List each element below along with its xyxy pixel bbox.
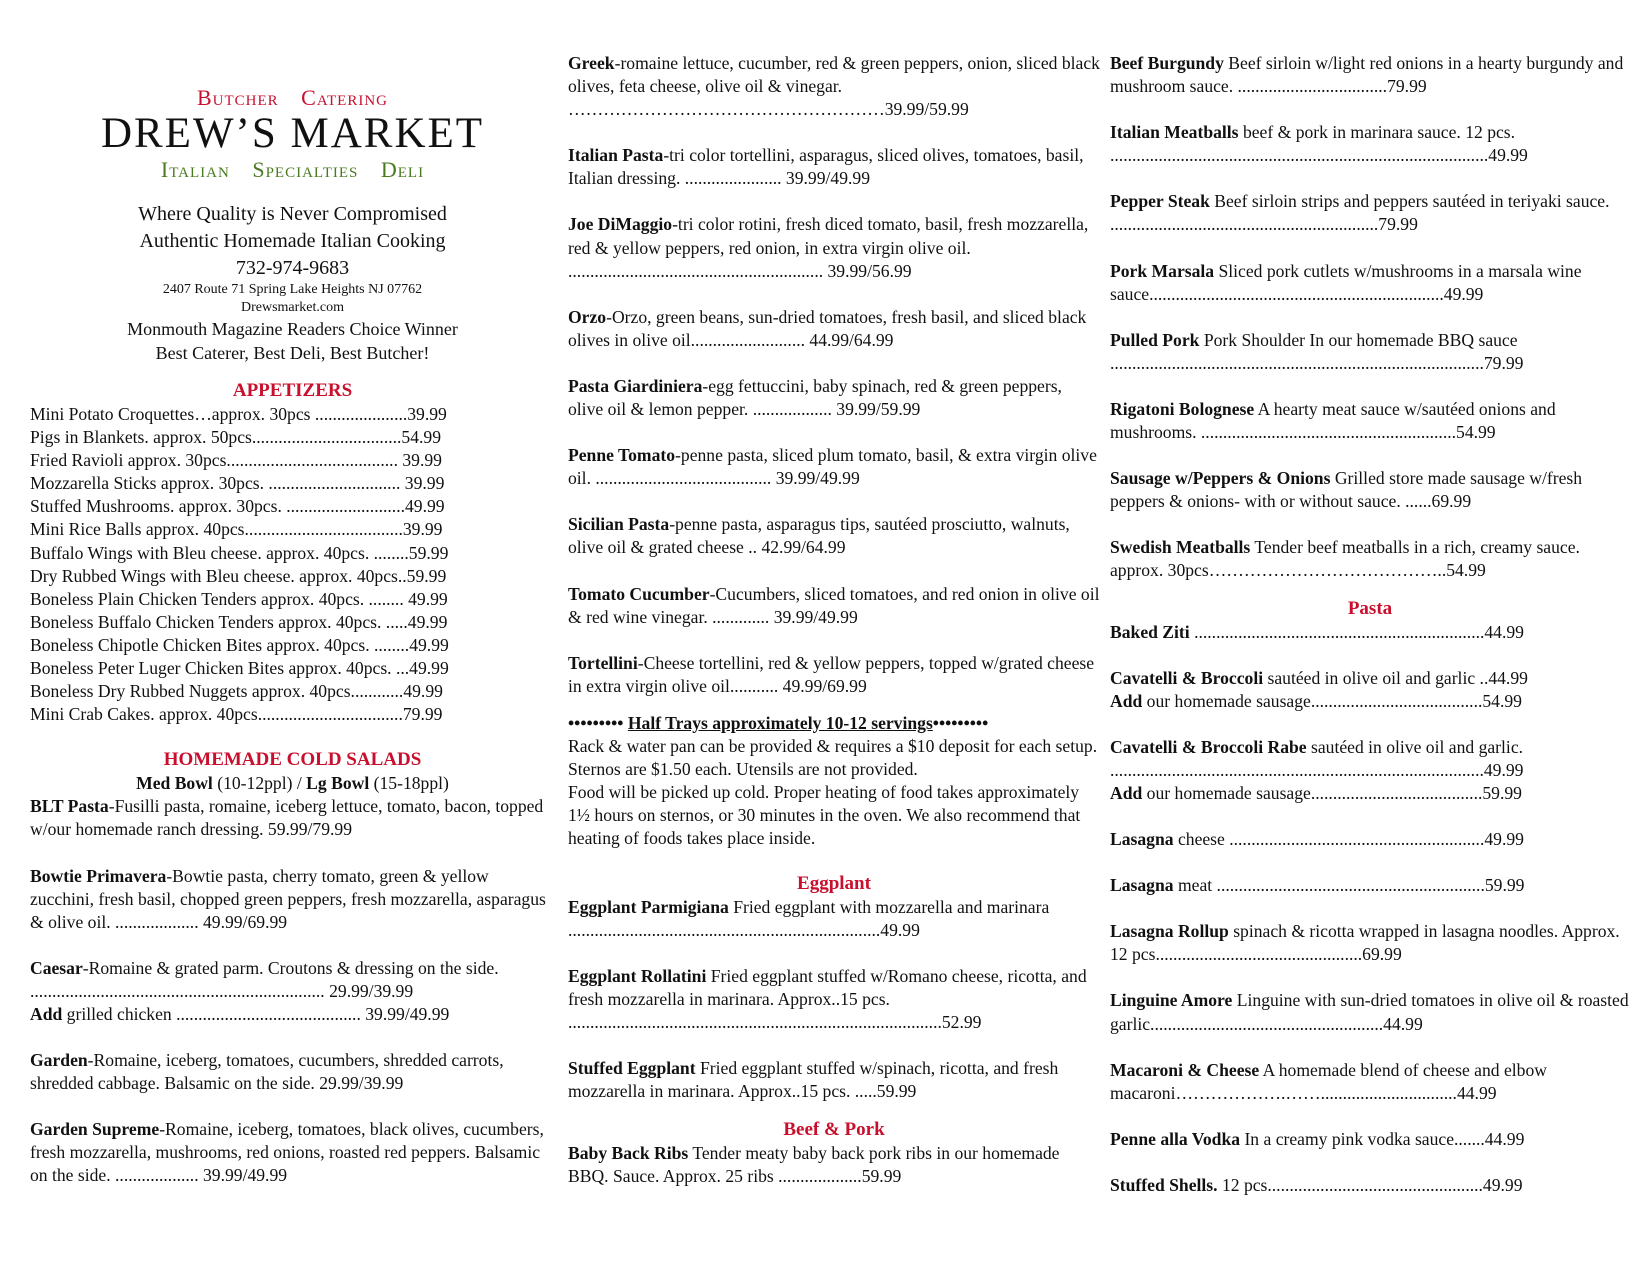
menu-item (30, 865, 555, 934)
item-desc: Linguine with sun-dried tomatoes in olive oil & roasted garlic.....................................................44.99 (1110, 990, 1629, 1034)
item-desc: -Cheese tortellini, red & yellow peppers, topped w/grated cheese in extra virgin olive oil........... 49.99/69.99 (568, 652, 1095, 696)
item-desc: Tender beef meatballs in a rich, creamy sauce. approx. 30pcs…………………………………..54.99 (1110, 537, 1580, 581)
menu-item (30, 1118, 555, 1187)
item-name: Pasta Giardiniera (568, 375, 703, 396)
logo-catering: Catering (301, 85, 389, 110)
item-desc: Fried eggplant stuffed w/spinach, ricotta, and fresh mozzarella in marinara. Approx..15 pcs. .....59.99 (568, 1058, 1059, 1102)
logo-butcher: Butcher (196, 85, 279, 110)
item-desc: -tri color tortellini, asparagus, sliced olives, tomatoes, basil, Italian dressing. ...................... 39.99/49.99 (568, 145, 1084, 189)
item-desc: -penne pasta, asparagus tips, sautéed prosciutto, walnuts, olive oil & grated cheese .. 42.99/64.99 (568, 514, 1070, 558)
item-desc: cheese ..........................................................49.99 (1173, 829, 1524, 850)
menu-item (1110, 989, 1630, 1035)
item-desc: Pork Shoulder In our homemade BBQ sauce .....................................................................................79.99 (1110, 329, 1524, 373)
add-label: Add (1110, 782, 1143, 803)
item-name: Garden Supreme (30, 1119, 160, 1140)
menu-item (568, 583, 1100, 629)
phone-number: 732-974-9683 (235, 257, 350, 279)
menu-item (1110, 920, 1630, 966)
item-name: Eggplant Parmigiana (568, 896, 729, 917)
logo-deli: Deli (380, 157, 425, 182)
menu-item (568, 375, 1100, 421)
item-name: Beef Burgundy (1110, 53, 1224, 73)
med-bowl-note: (10-12ppl) / (212, 773, 307, 794)
half-trays-note-deposit: Rack & water pan can be provided & requires a $10 deposit for each setup. Sternos are $1.50 each. Utensils are not provided. (568, 735, 1098, 779)
list-item: Mini Potato Croquettes…approx. 30pcs .....................39.99 (30, 404, 447, 424)
logo-bottom-line (30, 157, 555, 183)
list-item: Boneless Peter Luger Chicken Bites approx. 40pcs. ...49.99 (30, 658, 449, 679)
item-name: Greek (568, 53, 615, 73)
item-desc: -romaine lettuce, cucumber, red & green peppers, onion, sliced black olives, feta cheese, olive oil & vinegar. ………………………………………………39.99/59.99 (568, 53, 1100, 120)
website: Drewsmarket.com (240, 300, 345, 315)
item-desc: -egg fettuccini, baby spinach, red & green peppers, olive oil & lemon pepper. .................. 39.99/59.99 (568, 375, 1062, 420)
award-line-1: Monmouth Magazine Readers Choice Winner (127, 319, 458, 339)
item-name: Sicilian Pasta (568, 514, 670, 535)
half-trays-title: Half Trays approximately 10-12 servings (627, 712, 933, 733)
item-name: Italian Pasta (568, 145, 664, 166)
menu-item (568, 144, 1100, 190)
add-desc: our homemade sausage.......................................54.99 (1142, 690, 1522, 711)
add-label: Add (30, 1003, 63, 1024)
item-desc: Fried eggplant with mozzarella and marinara .......................................................................49.99 (568, 896, 1050, 940)
award-line-2: Best Caterer, Best Deli, Best Butcher! (155, 343, 430, 363)
item-desc: Beef sirloin strips and peppers sautéed in teriyaki sauce. .............................................................79.99 (1110, 191, 1610, 235)
item-name: Stuffed Shells. (1110, 1174, 1218, 1195)
item-name: Penne Tomato (568, 445, 676, 466)
right-column (1110, 52, 1630, 1220)
item-desc: Grilled store made sausage w/fresh peppers & onions- with or without sauce. ......69.99 (1110, 468, 1583, 512)
menu-item (568, 896, 1100, 942)
item-name: Cavatelli & Broccoli (1110, 667, 1264, 688)
item-name: Linguine Amore (1110, 990, 1233, 1011)
menu-item (1110, 736, 1630, 805)
list-item: Boneless Plain Chicken Tenders approx. 40pcs. ........ 49.99 (30, 588, 448, 609)
item-name: Lasagna (1110, 829, 1174, 850)
item-desc: -Cucumbers, sliced tomatoes, and red onion in olive oil & red wine vinegar. ............. 39.99/49.99 (568, 583, 1100, 627)
half-trays-dots-right: ••••••••• (932, 712, 989, 733)
lg-bowl-label: Lg Bowl (306, 773, 370, 794)
item-desc: -Orzo, green beans, sun-dried tomatoes, fresh basil, and sliced black olives in olive oil.......................... 44.99/64.99 (568, 306, 1087, 350)
item-desc: sautéed in olive oil and garlic ..44.99 (1263, 667, 1528, 688)
list-item: Mini Rice Balls approx. 40pcs....................................39.99 (30, 519, 443, 540)
menu-item (568, 513, 1100, 559)
list-item: Boneless Chipotle Chicken Bites approx. 40pcs. ........49.99 (30, 634, 449, 655)
item-name: Pepper Steak (1110, 191, 1210, 212)
menu-item (568, 652, 1100, 698)
menu-item (30, 957, 555, 1026)
appetizers-heading: APPETIZERS (232, 380, 353, 401)
menu-item (30, 1049, 555, 1095)
store-info (30, 201, 555, 365)
item-desc: -Romaine, iceberg, tomatoes, cucumbers, shredded carrots, shredded cabbage. Balsamic on the side. 29.99/39.99 (30, 1050, 504, 1094)
item-desc: 12 pcs.................................................49.99 (1217, 1174, 1523, 1195)
half-trays-block (568, 712, 1100, 850)
add-label: Add (1110, 690, 1143, 711)
menu-item (1110, 1059, 1630, 1105)
item-name: Cavatelli & Broccoli Rabe (1110, 736, 1307, 757)
list-item: Pigs in Blankets. approx. 50pcs..................................54.99 (30, 427, 441, 448)
list-item: Boneless Dry Rubbed Nuggets approx. 40pcs............49.99 (30, 681, 443, 702)
item-desc: -tri color rotini, fresh diced tomato, basil, fresh mozzarella, red & yellow peppers, red onion, in extra virgin olive oil. .......................................................... 39.99/56.99 (568, 214, 1089, 281)
item-name: Macaroni & Cheese (1110, 1059, 1260, 1080)
menu-item (1110, 1128, 1630, 1151)
item-name: Bowtie Primavera (30, 865, 167, 886)
appetizers-list (30, 403, 555, 726)
menu-item (1110, 536, 1630, 582)
logo-top-line (30, 85, 555, 111)
item-desc: -penne pasta, sliced plum tomato, basil, & extra virgin olive oil. ........................................ 39.99/49.99 (568, 445, 1097, 489)
item-desc: A hearty meat sauce w/sautéed onions and mushrooms. ..........................................................54.99 (1110, 398, 1556, 443)
menu-item (1110, 828, 1630, 851)
menu-item (568, 1057, 1100, 1103)
menu-item (568, 52, 1100, 121)
item-name: Joe DiMaggio (568, 214, 673, 235)
menu-item (1110, 874, 1630, 897)
cold-salads-heading: HOMEMADE COLD SALADS (163, 749, 422, 771)
item-desc: -Romaine, iceberg, tomatoes, black olives, cucumbers, fresh mozzarella, mushrooms, red onions, roasted red peppers. Balsamic on the side. ................... 39.99/49.99 (30, 1119, 544, 1186)
item-desc: ..................................................................44.99 (1189, 621, 1524, 642)
menu-item (1110, 260, 1630, 306)
item-desc: spinach & ricotta wrapped in lasagna noodles. Approx. 12 pcs...............................................69.99 (1110, 921, 1620, 965)
pasta-heading: Pasta (1347, 597, 1393, 619)
item-name: Pork Marsala (1110, 260, 1215, 281)
menu-item (568, 965, 1100, 1034)
item-name: Baby Back Ribs (568, 1142, 689, 1163)
list-item: Mozzarella Sticks approx. 30pcs. .............................. 39.99 (30, 473, 445, 494)
item-desc: A homemade blend of cheese and elbow macaroni……………….……...............................44.99 (1110, 1059, 1547, 1103)
item-desc: Sliced pork cutlets w/mushrooms in a marsala wine sauce...................................................................49.99 (1110, 260, 1582, 304)
item-desc: Beef sirloin w/light red onions in a hearty burgundy and mushroom sauce. ..................................79.99 (1110, 53, 1624, 97)
item-name: Lasagna Rollup (1110, 921, 1229, 942)
menu-item (1110, 467, 1630, 513)
item-name: Orzo (568, 306, 607, 327)
item-name: Baked Ziti (1110, 621, 1190, 642)
list-item: Buffalo Wings with Bleu cheese. approx. 40pcs. ........59.99 (30, 542, 449, 563)
menu-item (30, 795, 555, 841)
med-bowl-label: Med Bowl (136, 773, 213, 794)
item-name: Tomato Cucumber (568, 583, 710, 604)
item-desc: -Fusilli pasta, romaine, iceberg lettuce, tomato, bacon, topped w/our homemade ranch dressing. 59.99/79.99 (30, 796, 544, 840)
list-item: Mini Crab Cakes. approx. 40pcs.................................79.99 (30, 704, 443, 725)
left-column (30, 0, 555, 1211)
item-name: Eggplant Rollatini (568, 966, 707, 987)
middle-column (568, 52, 1100, 1211)
item-desc: In a creamy pink vodka sauce.......44.99 (1240, 1128, 1525, 1149)
list-item: Boneless Buffalo Chicken Tenders approx. 40pcs. .....49.99 (30, 611, 448, 632)
item-name: Rigatoni Bolognese (1110, 398, 1255, 419)
item-desc: beef & pork in marinara sauce. 12 pcs. ......................................................................................49.99 (1110, 122, 1528, 166)
menu-item (568, 444, 1100, 490)
item-name: Penne alla Vodka (1110, 1128, 1241, 1149)
menu-item (1110, 190, 1630, 236)
item-name: Lasagna (1110, 875, 1174, 896)
item-desc: -Romaine & grated parm. Croutons & dressing on the side. ................................................................... 29.99/39.99 (30, 957, 499, 1001)
logo-specialties: Specialties (252, 157, 359, 182)
item-name: BLT Pasta (30, 796, 109, 817)
menu-item (1110, 121, 1630, 167)
list-item: Stuffed Mushrooms. approx. 30pcs. ...........................49.99 (30, 496, 445, 517)
menu-item (1110, 667, 1630, 713)
item-desc: Tender meaty baby back pork ribs in our homemade BBQ. Sauce. Approx. 25 ribs ...................59.99 (568, 1142, 1060, 1186)
menu-item (1110, 1174, 1630, 1197)
item-desc: Fried eggplant stuffed w/Romano cheese, ricotta, and fresh mozzarella in marinara. Approx..15 pcs. .....................................................................................52.99 (568, 966, 1087, 1033)
menu-item (1110, 52, 1630, 98)
item-desc: -Bowtie pasta, cherry tomato, green & yellow zucchini, fresh basil, chopped green peppers, fresh mozzarella, asparagus & olive oil. ................... 49.99/69.99 (30, 865, 546, 932)
item-name: Garden (30, 1050, 88, 1071)
address: 2407 Route 71 Spring Lake Heights NJ 07762 (162, 282, 423, 297)
list-item: Fried Ravioli approx. 30pcs....................................... 39.99 (30, 450, 442, 471)
item-desc: sautéed in olive oil and garlic. .....................................................................................49.99 (1110, 736, 1524, 780)
eggplant-heading: Eggplant (797, 872, 871, 894)
list-item: Dry Rubbed Wings with Bleu cheese. approx. 40pcs..59.99 (30, 565, 447, 586)
tagline-authentic: Authentic Homemade Italian Cooking (139, 230, 446, 252)
logo-italian: Italian (160, 157, 230, 182)
item-desc: meat .............................................................59.99 (1173, 875, 1525, 896)
logo (30, 85, 555, 183)
logo-name: DREW’S MARKET (100, 110, 485, 157)
item-name: Swedish Meatballs (1110, 537, 1251, 558)
beef-pork-heading: Beef & Pork (783, 1118, 885, 1140)
bowl-sizes (30, 772, 555, 795)
item-name: Sausage w/Peppers & Onions (1110, 468, 1331, 489)
item-name: Tortellini (568, 652, 638, 673)
menu-item (568, 1142, 1100, 1188)
menu-item (1110, 621, 1630, 644)
half-trays-dots-left: ••••••••• (568, 712, 628, 733)
item-name: Stuffed Eggplant (568, 1058, 696, 1079)
tagline-quality: Where Quality is Never Compromised (138, 203, 447, 225)
menu-item (1110, 329, 1630, 375)
item-name: Italian Meatballs (1110, 122, 1239, 143)
lg-bowl-note: (15-18ppl) (369, 773, 449, 794)
menu-item (568, 306, 1100, 352)
add-desc: grilled chicken .......................................... 39.99/49.99 (62, 1003, 450, 1024)
add-desc: our homemade sausage.......................................59.99 (1142, 782, 1522, 803)
item-name: Pulled Pork (1110, 329, 1200, 350)
menu-item (1110, 398, 1630, 444)
half-trays-note-heating: Food will be picked up cold. Proper heating of food takes approximately 1½ hours on sternos, or 30 minutes in the oven. We also recommend that heating of foods takes place inside. (568, 781, 1081, 848)
item-name: Caesar (30, 957, 83, 978)
menu-item (568, 213, 1100, 282)
